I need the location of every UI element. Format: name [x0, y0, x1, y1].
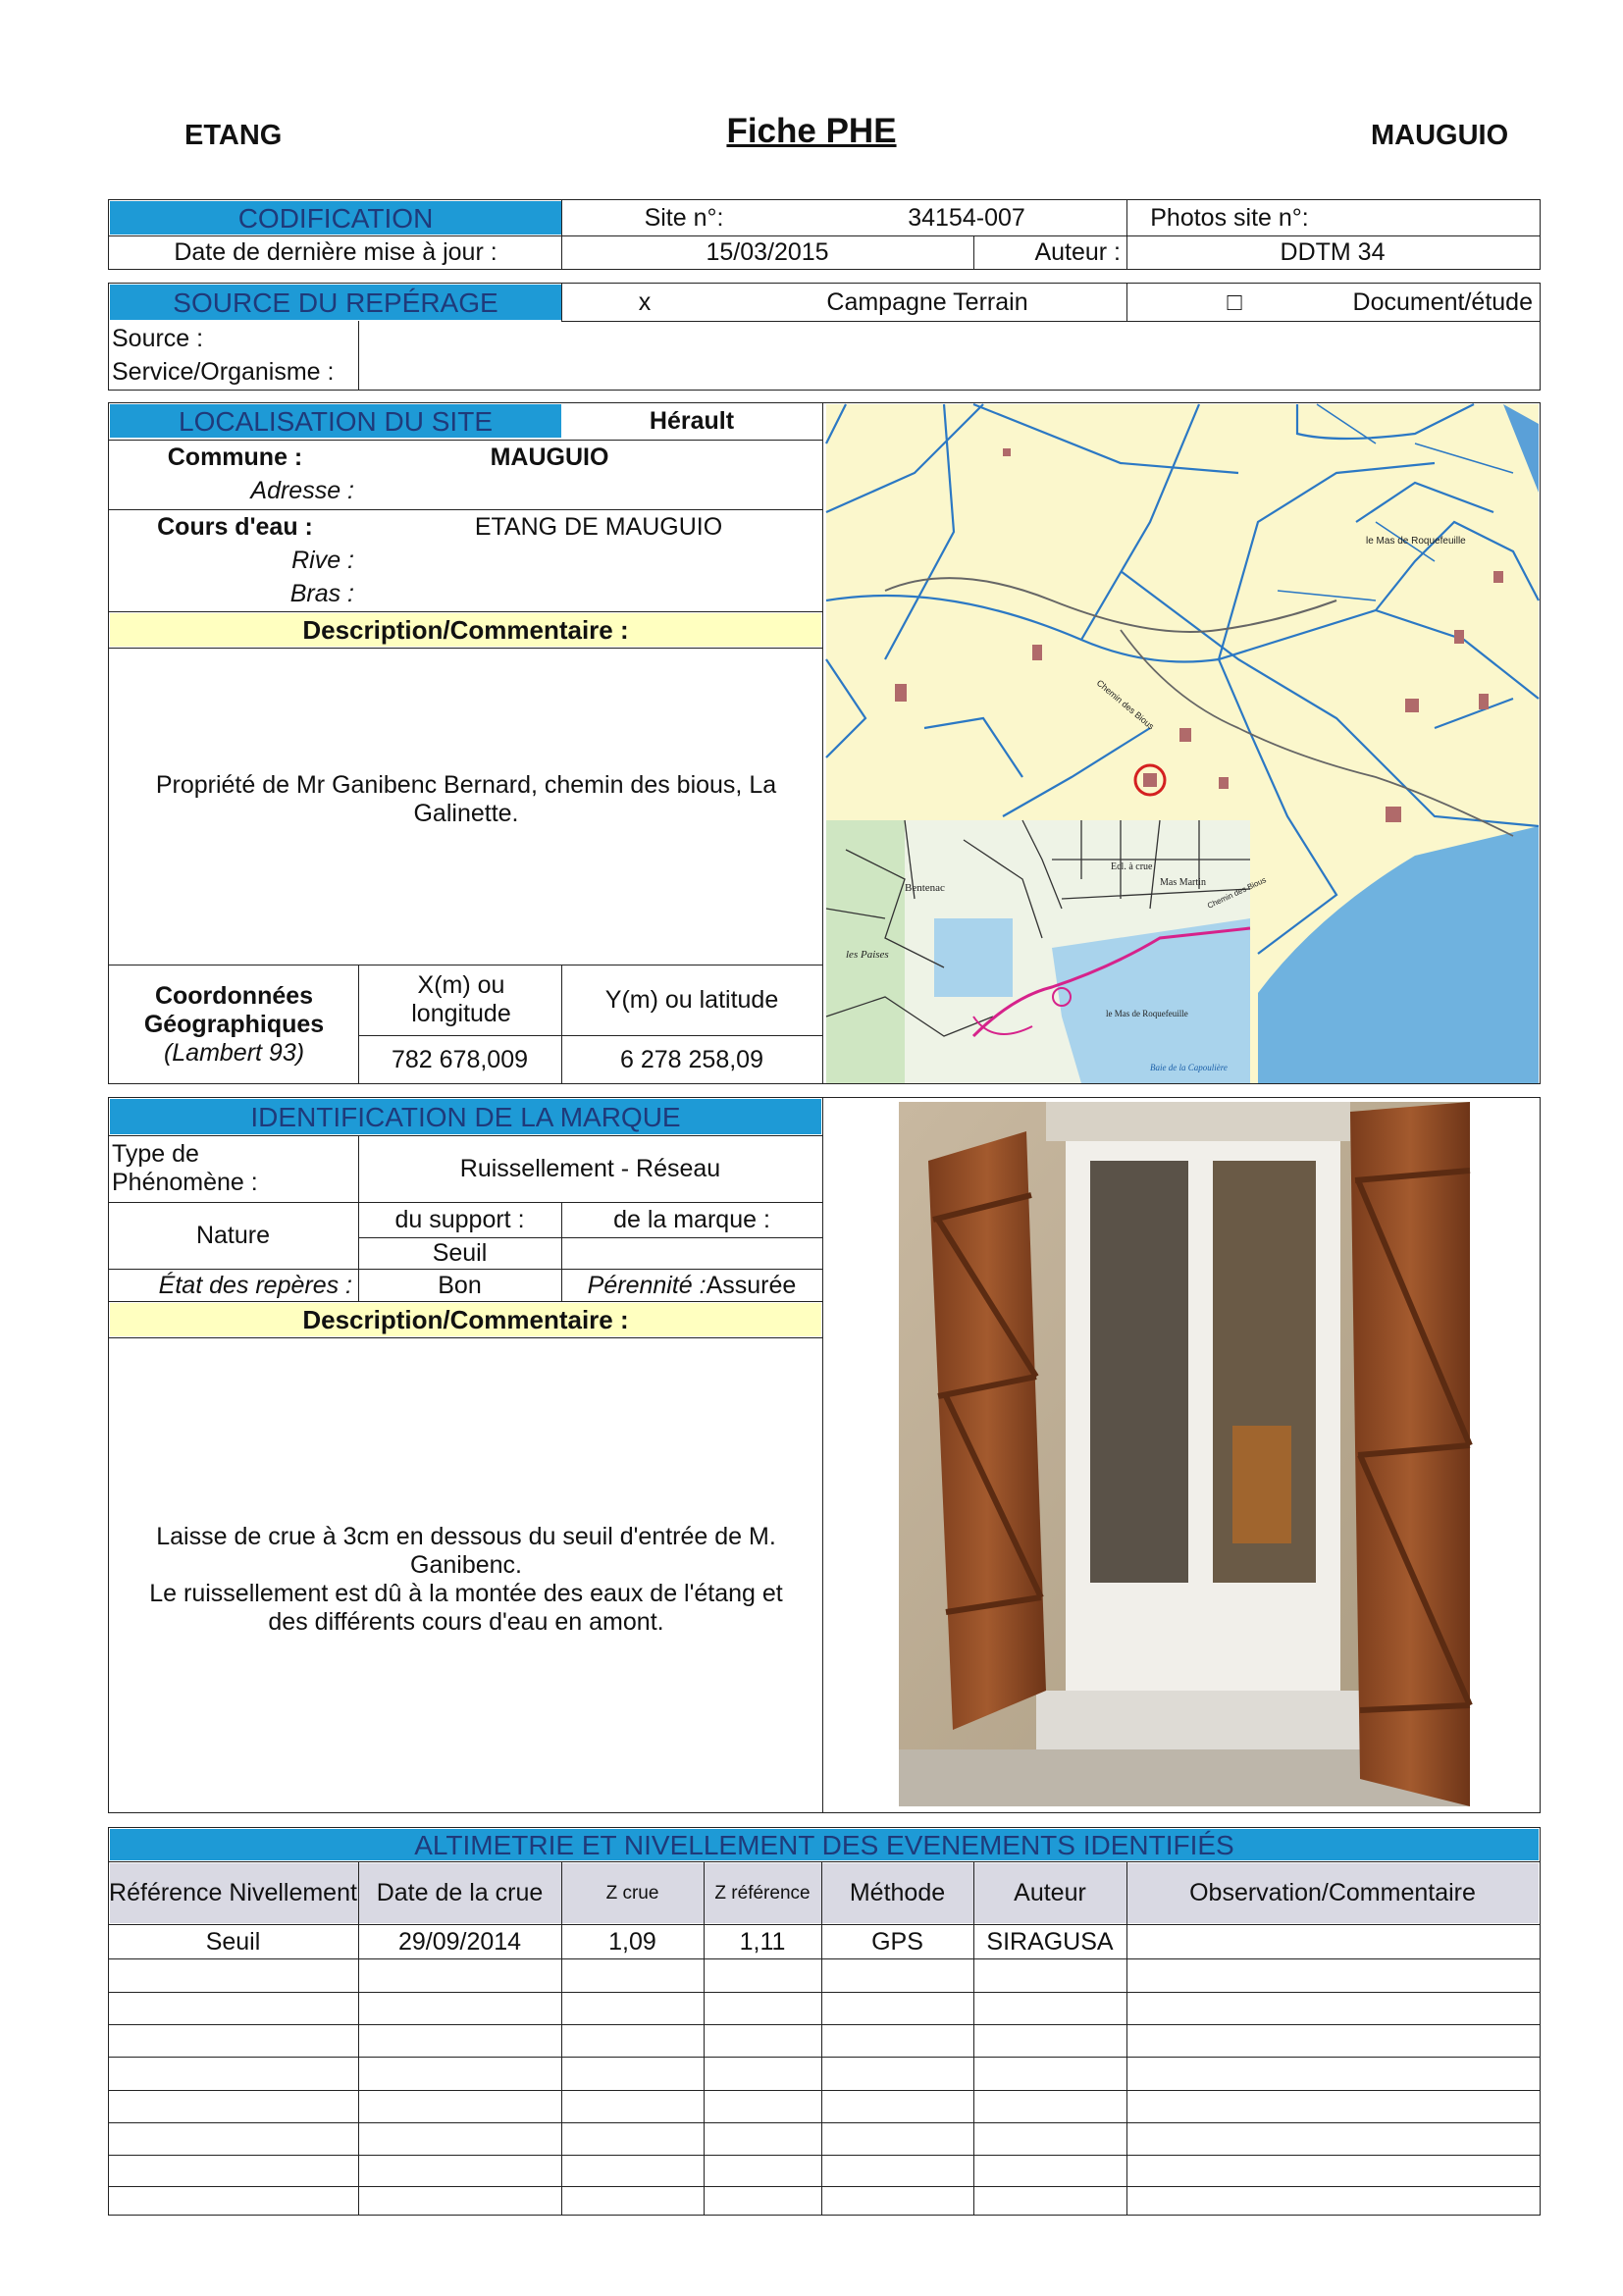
- table-column-divider: [704, 1861, 705, 2216]
- x-value: 782 678,009: [391, 1045, 529, 1073]
- inset-label-6: Chemin des Bious: [1206, 875, 1268, 911]
- cours-label: Cours d'eau :: [157, 512, 313, 541]
- inset-map: [826, 820, 1268, 1083]
- table-row-1-auteur: SIRAGUSA: [986, 1927, 1114, 1956]
- author-label: Auteur :: [1034, 238, 1121, 266]
- inset-label-3: les Paises: [846, 949, 889, 961]
- identification-description-2: Le ruissellement est dû à la montée des eaux de l'étang et des différents cours d'eau en amont.: [149, 1580, 783, 1636]
- table-row-1-methode: GPS: [871, 1927, 923, 1956]
- col-header-auteur: Auteur: [1014, 1879, 1086, 1906]
- table-column-divider: [358, 1861, 359, 2216]
- table-row-divider: [108, 2155, 1541, 2156]
- cours-value: ETANG DE MAUGUIO: [474, 512, 723, 541]
- etat-label: État des repères :: [158, 1271, 352, 1299]
- adresse-label: Adresse :: [250, 476, 354, 504]
- table-row-divider: [108, 1958, 1541, 1959]
- col-header-z-crue: Z crue: [605, 1883, 659, 1904]
- bras-label: Bras :: [289, 579, 354, 607]
- col-header-methode: Méthode: [849, 1879, 946, 1906]
- col-header-z-reference: Z référence: [714, 1883, 811, 1904]
- localisation-description: Propriété de Mr Ganibenc Bernard, chemin des bious, La Galinette.: [155, 771, 777, 827]
- y-label: Y(m) ou latitude: [604, 985, 779, 1014]
- table-row-divider: [108, 2024, 1541, 2025]
- nature-label: Nature: [195, 1221, 271, 1249]
- table-row-divider: [108, 2186, 1541, 2187]
- date-label: Date de dernière mise à jour :: [174, 238, 497, 266]
- coordinates-label-3: (Lambert 93): [163, 1038, 305, 1067]
- site-photo: [899, 1102, 1470, 1806]
- rive-label: Rive :: [291, 546, 354, 574]
- identification-description-1: Laisse de crue à 3cm en dessous du seuil d'entrée de M. Ganibenc.: [156, 1523, 776, 1579]
- etat-value: Bon: [438, 1271, 482, 1299]
- inset-label-2: Mas Martin: [1160, 877, 1206, 888]
- y-value: 6 278 258,09: [620, 1045, 763, 1073]
- site-map: [826, 404, 1539, 1083]
- identification-heading: IDENTIFICATION DE LA MARQUE: [110, 1099, 821, 1134]
- perennite: [561, 1271, 822, 1300]
- source-check-document: □: [1227, 287, 1242, 316]
- perennite-label: Pérennité :: [587, 1271, 707, 1299]
- coordinates-label: [110, 966, 358, 1082]
- col-header-date: Date de la crue: [376, 1879, 544, 1906]
- commune-label: Commune :: [167, 443, 303, 471]
- site-value: 34154-007: [908, 203, 1025, 232]
- coordinates-label-2: Géographiques: [143, 1010, 325, 1038]
- table-column-divider: [561, 1861, 562, 2216]
- table-column-divider: [821, 1861, 822, 2216]
- date-value: 15/03/2015: [706, 238, 829, 266]
- support-label: du support :: [394, 1206, 525, 1233]
- source-option-document: Document/étude: [1352, 287, 1533, 316]
- table-row-1-reference: Seuil: [205, 1927, 261, 1956]
- x-label: X(m) ou longitude: [411, 971, 511, 1027]
- codification-heading: CODIFICATION: [110, 201, 561, 235]
- source-heading: SOURCE DU REPÉRAGE: [110, 285, 561, 320]
- source-label: Source :: [112, 324, 204, 352]
- table-column-divider: [973, 1861, 974, 2216]
- site-label: Site n°:: [644, 203, 724, 232]
- support-value: Seuil: [432, 1238, 488, 1267]
- header-left: ETANG: [184, 120, 283, 151]
- localisation-heading: LOCALISATION DU SITE: [110, 404, 561, 438]
- map-label-mas: le Mas de Roquefeuille: [1366, 536, 1466, 547]
- coordinates-label-1: Coordonnées: [154, 981, 314, 1010]
- service-label: Service/Organisme :: [112, 357, 335, 386]
- inset-label-5: Baie de la Capoulière: [1150, 1063, 1228, 1072]
- photos-label: Photos site n°:: [1150, 203, 1309, 232]
- header-right: MAUGUIO: [1371, 120, 1509, 151]
- table-column-divider: [1126, 1861, 1127, 2216]
- department: Hérault: [649, 406, 735, 435]
- author-value: DDTM 34: [1280, 238, 1386, 266]
- identification-desc-heading: Description/Commentaire :: [110, 1303, 821, 1336]
- table-row-divider: [108, 1992, 1541, 1993]
- col-header-observation: Observation/Commentaire: [1189, 1879, 1476, 1906]
- table-row-divider: [108, 2057, 1541, 2058]
- source-option-terrain: Campagne Terrain: [826, 287, 1028, 316]
- inset-label-0: Bentenac: [905, 882, 945, 894]
- inset-map-drawing: [826, 820, 1268, 1083]
- localisation-desc-heading: Description/Commentaire :: [110, 613, 821, 647]
- table-row-1-date: 29/09/2014: [397, 1927, 522, 1956]
- page-title: Fiche PHE: [726, 112, 897, 150]
- altimetrie-heading: ALTIMETRIE ET NIVELLEMENT DES EVENEMENTS IDENTIFIÉS: [110, 1829, 1539, 1860]
- type-value: Ruissellement - Réseau: [459, 1154, 721, 1182]
- table-row-divider: [108, 2090, 1541, 2091]
- site-photo-drawing: [899, 1102, 1470, 1806]
- source-check-terrain: x: [638, 287, 652, 316]
- table-row-1-z-crue: 1,09: [608, 1927, 656, 1956]
- perennite-value: Assurée: [706, 1271, 797, 1299]
- table-row-divider: [108, 2122, 1541, 2123]
- inset-label-4: le Mas de Roquefeuille: [1106, 1009, 1188, 1018]
- marque-label: de la marque :: [613, 1206, 770, 1233]
- commune-value: MAUGUIO: [490, 443, 609, 471]
- table-row-1-z-reference: 1,11: [739, 1927, 786, 1956]
- type-label: Type de Phénomène :: [112, 1140, 258, 1196]
- col-header-reference: Référence Nivellement: [109, 1879, 357, 1906]
- map-label-chemin: Chemin des Bious: [1094, 677, 1157, 732]
- inset-label-1: Ecl. à crue: [1111, 861, 1153, 872]
- identification-description: [123, 1511, 810, 1648]
